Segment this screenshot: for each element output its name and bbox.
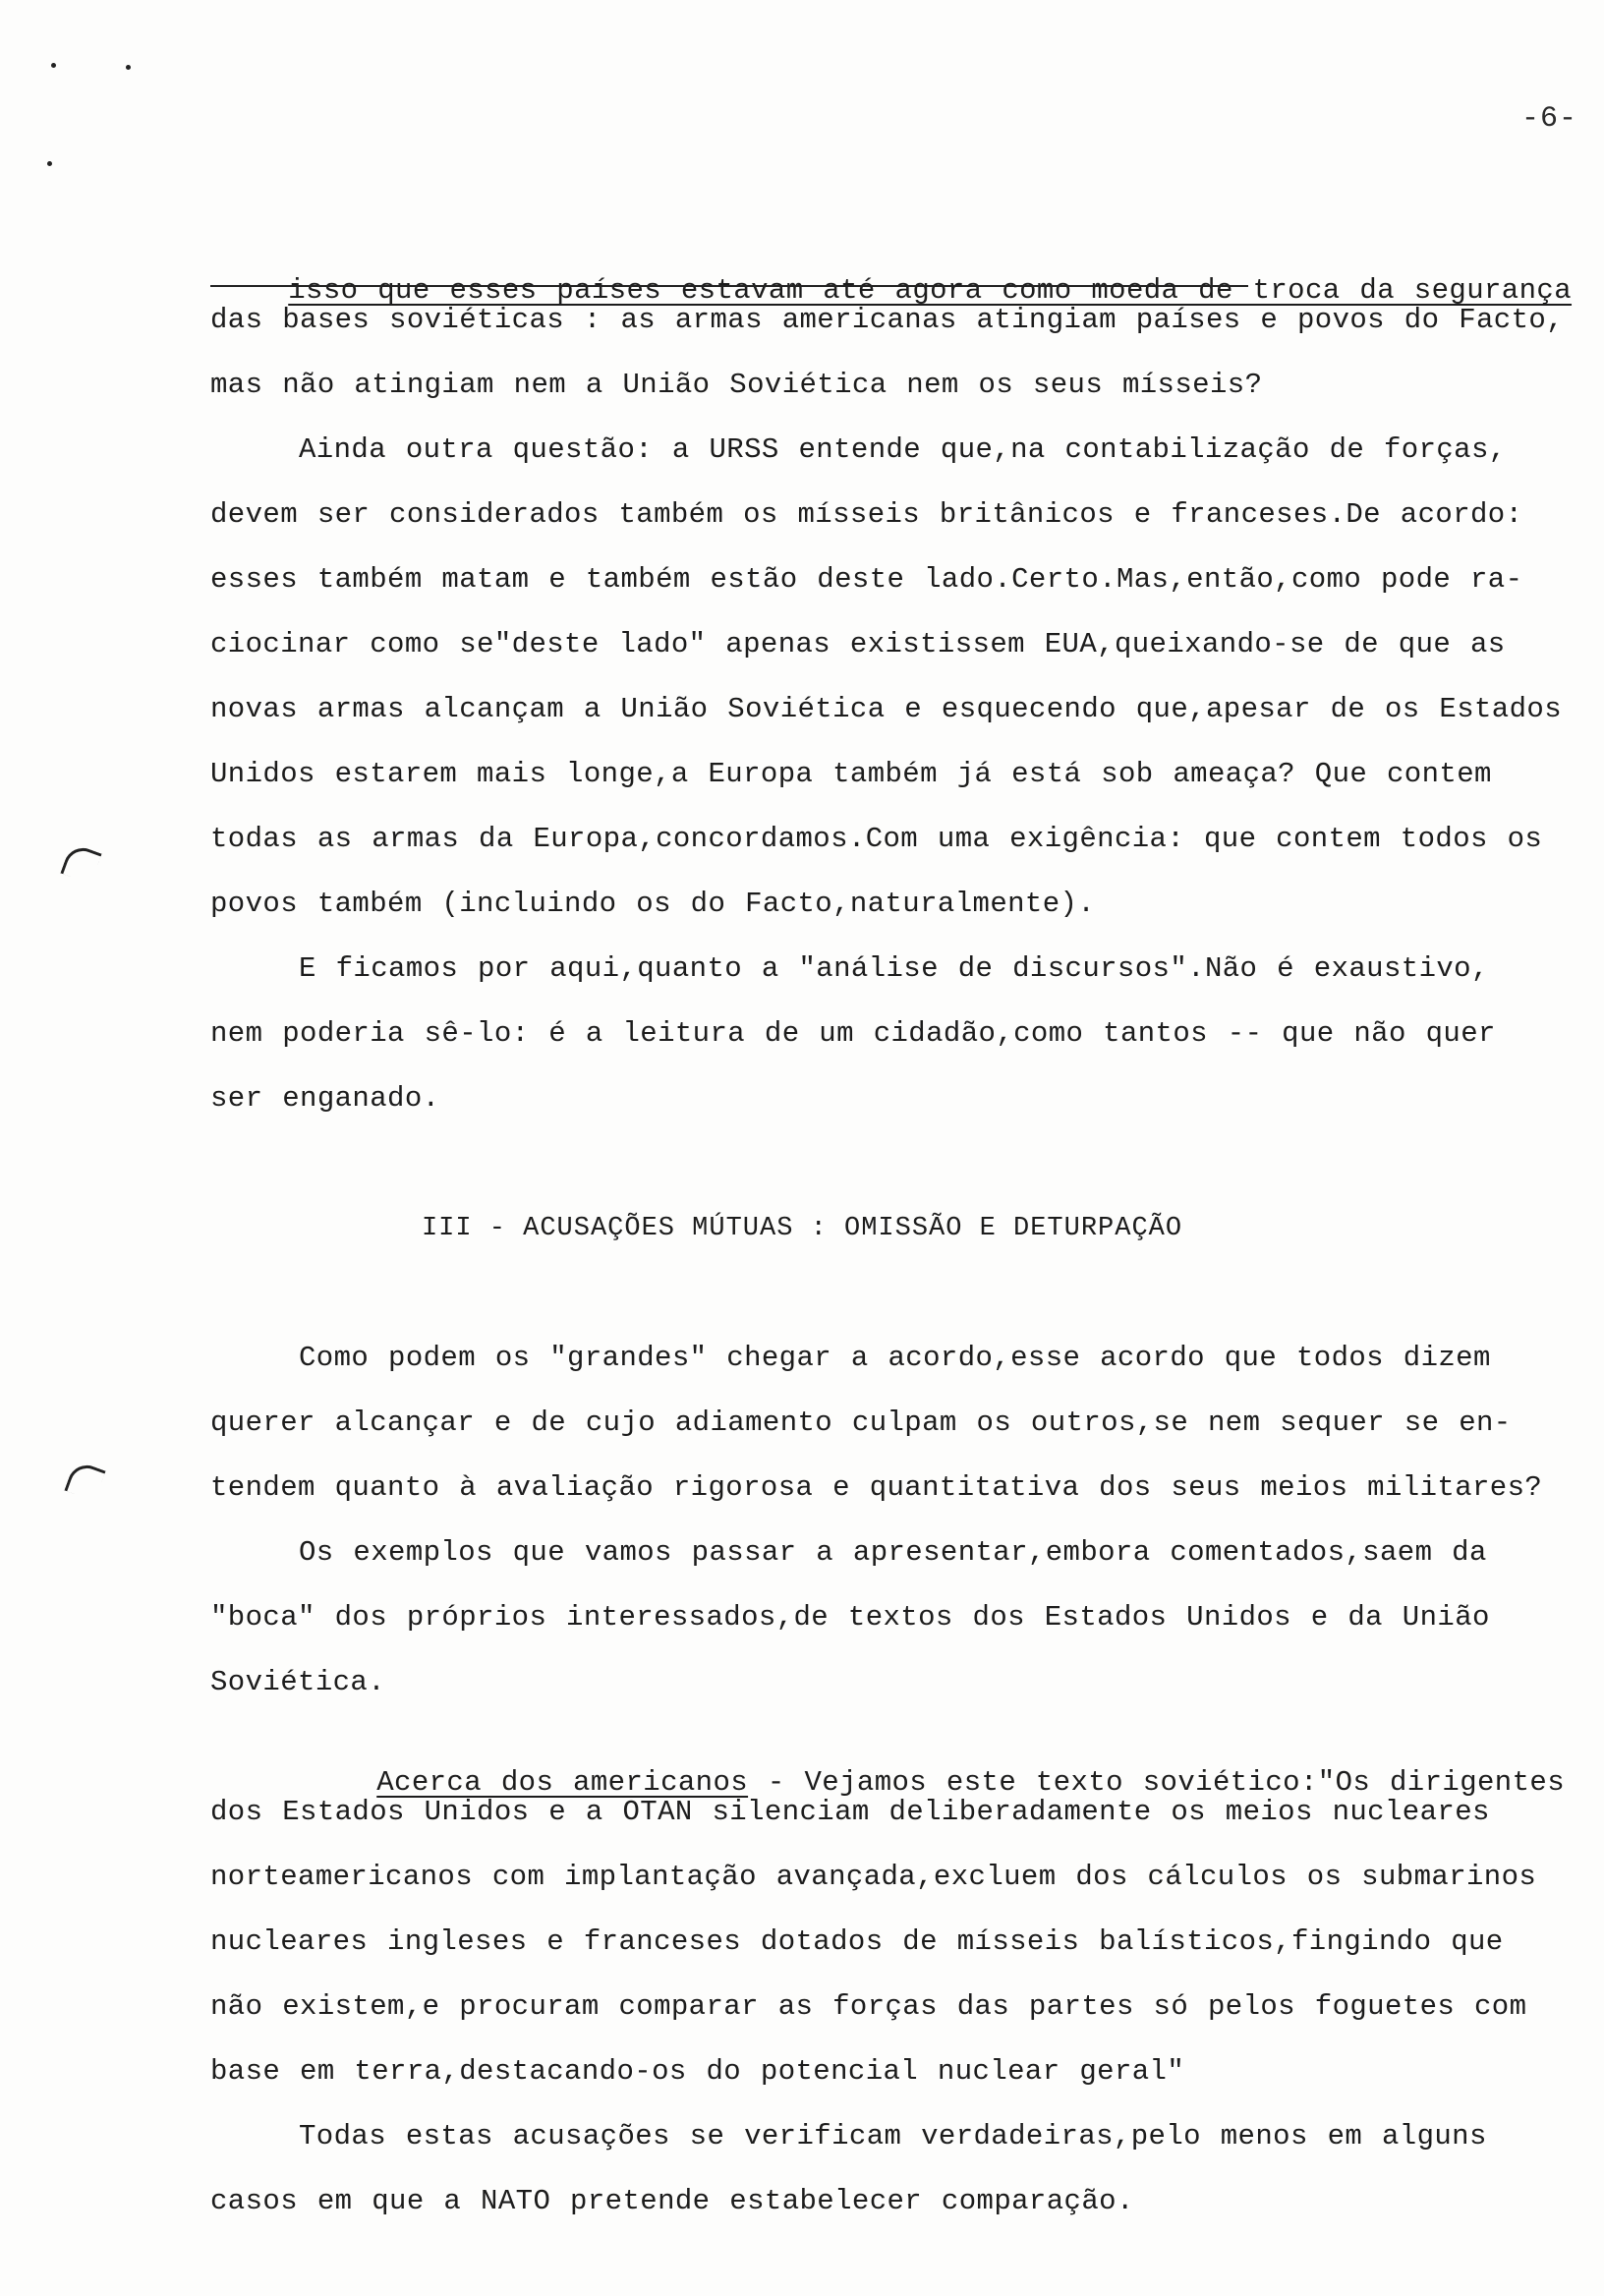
- text-line-16: querer alcançar e de cujo adiamento culpam os outros,se nem sequer se en-: [210, 1406, 1512, 1439]
- text-line-25: não existem,e procuram comparar as forças das partes só pelos foguetes com: [210, 1990, 1527, 2023]
- scan-speck: [126, 65, 131, 70]
- text-line-7: ciocinar como se"deste lado" apenas existissem EUA,queixando-se de que as: [210, 628, 1506, 660]
- text-line-28: casos em que a NATO pretende estabelecer comparação.: [210, 2185, 1134, 2217]
- page-number: -6-: [1521, 102, 1578, 136]
- text-line-2: das bases soviéticas : as armas americanas atingiam países e povos do Facto,: [210, 304, 1565, 336]
- text-line-3: mas não atingiam nem a União Soviética nem os seus mísseis?: [210, 369, 1263, 401]
- section-heading: III - ACUSAÇÕES MÚTUAS : OMISSÃO E DETURPAÇÃO: [421, 1214, 1183, 1243]
- text-line-27: Todas estas acusações se verificam verdadeiras,pelo menos em alguns: [299, 2120, 1487, 2152]
- text-line-19: "boca" dos próprios interessados,de textos dos Estados Unidos e da União: [210, 1601, 1490, 1634]
- subheading-rest: - Vejamos este texto soviético:"Os dirigentes: [748, 1766, 1566, 1799]
- text-line-4: Ainda outra questão: a URSS entende que,na contabilização de forças,: [299, 433, 1507, 466]
- text-line-8: novas armas alcançam a União Soviética e esquecendo que,apesar de os Estados: [210, 693, 1563, 725]
- margin-mark: [64, 1460, 105, 1501]
- text-line-11: povos também (incluindo os do Facto,naturalmente).: [210, 888, 1096, 920]
- text-line-6: esses também matam e também estão deste lado.Certo.Mas,então,como pode ra-: [210, 563, 1523, 596]
- text-line-23: norteamericanos com implantação avançada,excluem dos cálculos os submarinos: [210, 1861, 1537, 1893]
- scan-speck: [51, 63, 56, 68]
- double-underline: [210, 285, 1248, 287]
- text-line-9: Unidos estarem mais longe,a Europa também já está sob ameaça? Que contem: [210, 758, 1492, 790]
- text-line-24: nucleares ingleses e franceses dotados de mísseis balísticos,fingindo que: [210, 1925, 1504, 1958]
- text-line-15: Como podem os "grandes" chegar a acordo,esse acordo que todos dizem: [299, 1342, 1491, 1374]
- text-line-12: E ficamos por aqui,quanto a "análise de discursos".Não é exaustivo,: [299, 952, 1489, 985]
- text-line-10: todas as armas da Europa,concordamos.Com uma exigência: que contem todos os: [210, 823, 1543, 855]
- text-line-22: dos Estados Unidos e a OTAN silenciam deliberadamente os meios nucleares: [210, 1796, 1490, 1828]
- margin-mark: [60, 842, 101, 884]
- text-line-20: Soviética.: [210, 1666, 386, 1698]
- scan-speck: [47, 161, 52, 166]
- text-line-18: Os exemplos que vamos passar a apresentar,embora comentados,saem da: [299, 1536, 1487, 1569]
- text-line-5: devem ser considerados também os mísseis britânicos e franceses.De acordo:: [210, 498, 1523, 531]
- subheading: Acerca dos americanos: [376, 1766, 749, 1799]
- text-line-13: nem poderia sê-lo: é a leitura de um cidadão,como tantos -- que não quer: [210, 1017, 1496, 1050]
- text-line-26: base em terra,destacando-os do potencial nuclear geral": [210, 2055, 1185, 2088]
- text-line-17: tendem quanto à avaliação rigorosa e quantitativa dos seus meios militares?: [210, 1471, 1543, 1504]
- text-line-14: ser enganado.: [210, 1082, 440, 1115]
- underlined-phrase: isso que esses países estavam até agora como moeda de troca da segurança: [288, 274, 1573, 307]
